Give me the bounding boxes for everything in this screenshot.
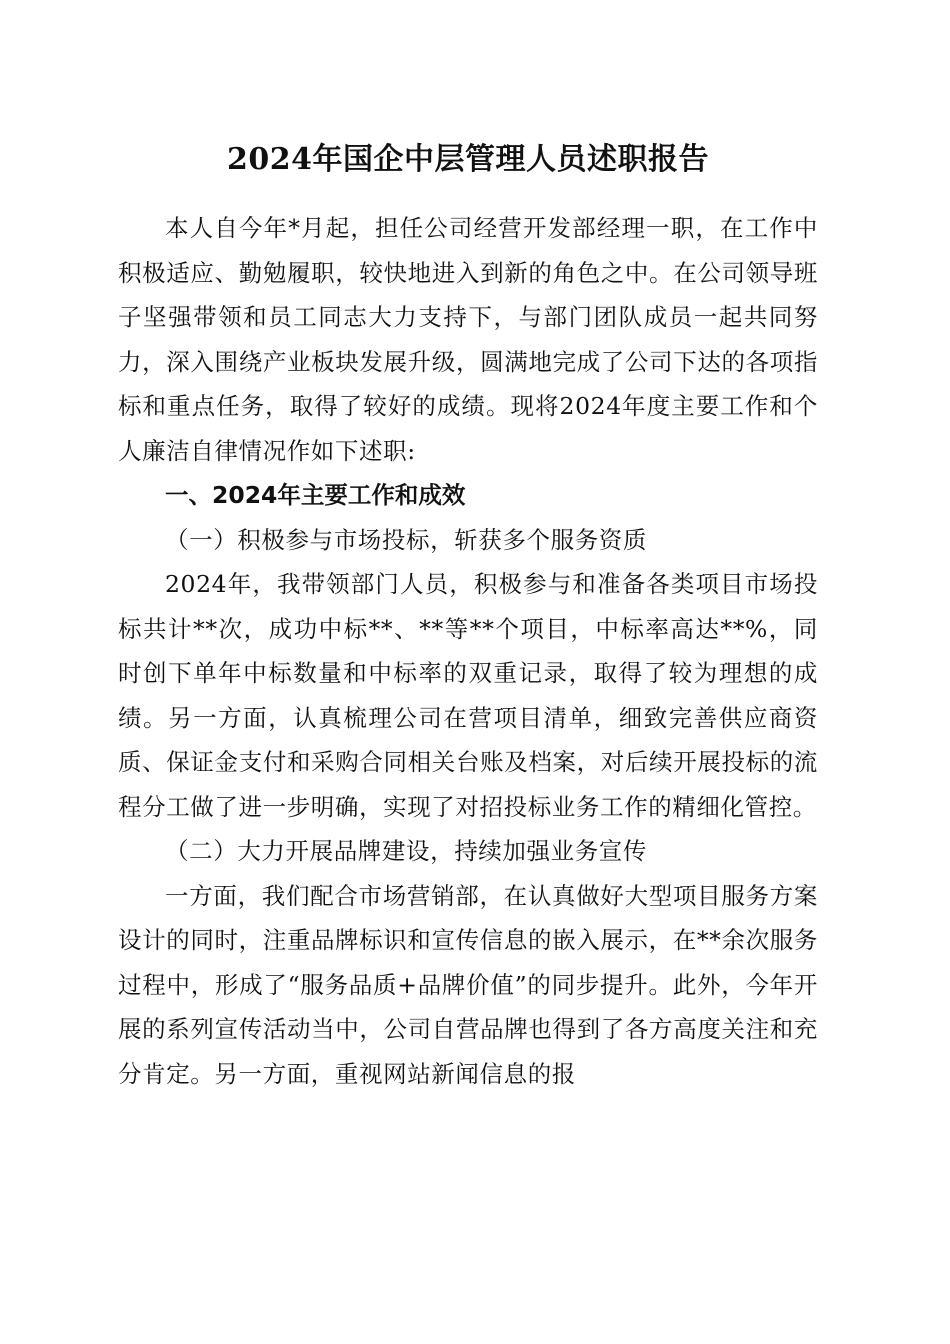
document-title: 2024年国企中层管理人员述职报告 <box>227 142 709 177</box>
subsection-body-2: 一方面，我们配合市场营销部，在认真做好大型项目服务方案设计的同时，注重品牌标识和宣传信息的嵌入展示，在**余次服务过程中，形成了“服务品质+品牌价值”的同步提升。此外，今年开展的系列宣传活动当中，公司自营品牌也得到了各方高度关注和充分肯定。另一方面，重视网站新闻信息的报 <box>118 881 818 1088</box>
subsection-body-1: 2024年，我带领部门人员，积极参与和准备各类项目市场投标共计**次，成功中标**、**等**个项目，中标率高达**%，同时创下单年中标数量和中标率的双重记录，取得了较为理想的成绩。另一方面，认真梳理公司在营项目清单，细致完善供应商资质、保证金支付和采购合同相关台账及档案，对后续开展投标的流程分工做了进一步明确，实现了对招投标业务工作的精细化管控。 <box>118 570 818 821</box>
section-heading: 一、2024年主要工作和成效 <box>165 481 466 509</box>
subsection-heading-1: （一）积极参与市场投标，斩获多个服务资质 <box>165 525 647 554</box>
intro-paragraph: 本人自今年*月起，担任公司经营开发部经理一职，在工作中积极适应、勤勉履职，较快地进入到新的角色之中。在公司领导班子坚强带领和员工同志大力支持下，与部门团队成员一起共同努力，深入围绕产业板块发展升级，圆满地完成了公司下达的各项指标和重点任务，取得了较好的成绩。现将2024年度主要工作和个人廉洁自律情况作如下述职: <box>118 214 818 465</box>
document-page <box>118 136 818 1096</box>
subsection-heading-2: （二）大力开展品牌建设，持续加强业务宣传 <box>165 837 647 865</box>
